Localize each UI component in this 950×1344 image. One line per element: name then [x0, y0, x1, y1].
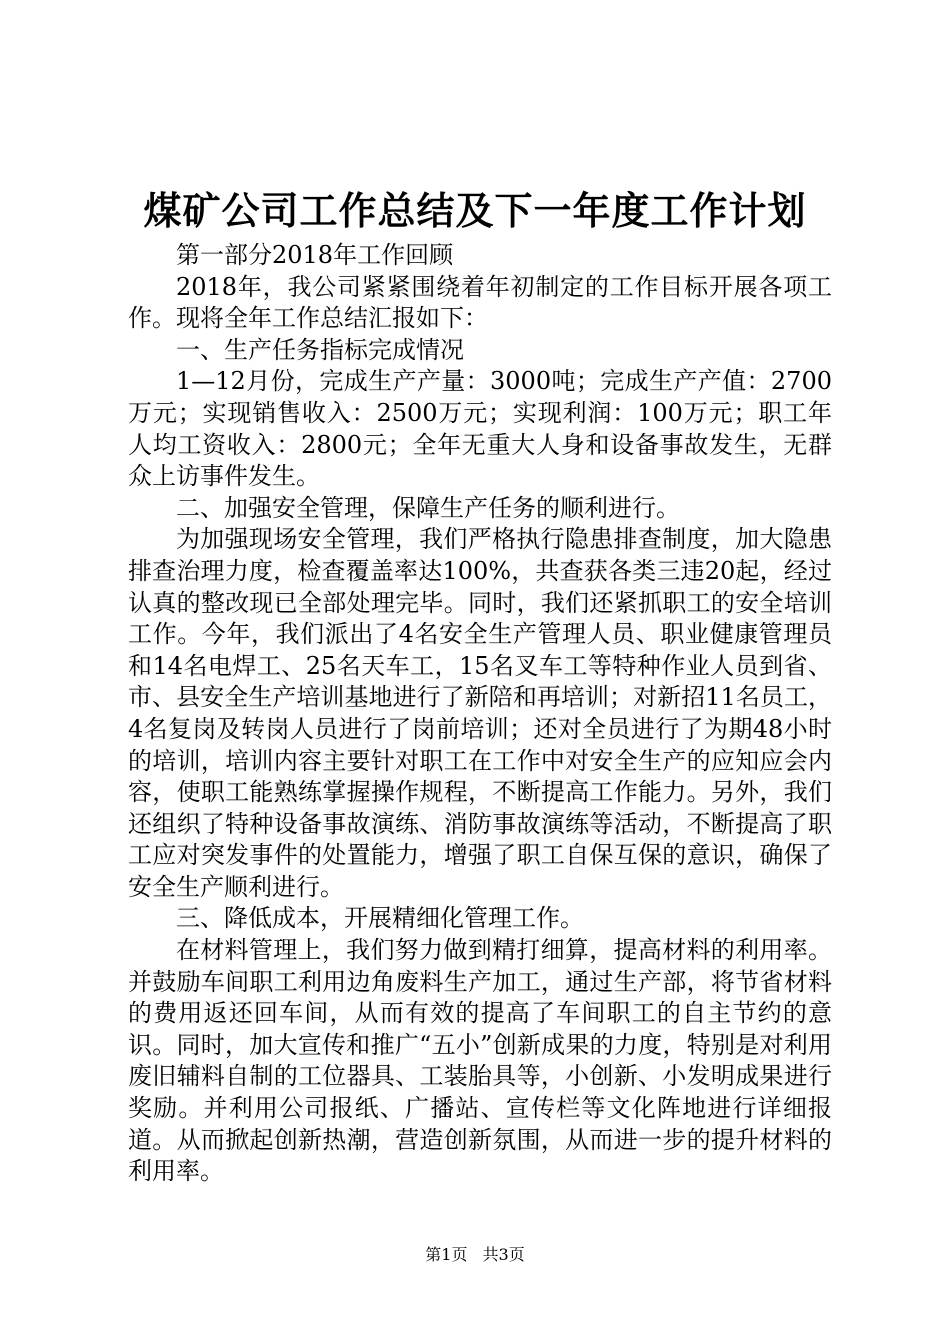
section-heading: 第一部分2018年工作回顾: [176, 241, 454, 269]
section-heading: 一、生产任务指标完成情况: [176, 335, 464, 364]
paragraph: 1—12月份，完成生产产量：3000吨；完成生产产值：2700万元；实现销售收入：2500万元；实现利润：100万元；职工年人均工资收入：2800元；全年无重大人身和设备事故发生，无群众上访事件发生。: [128, 367, 832, 491]
document-body: [128, 240, 832, 1188]
page-title: 煤矿公司工作总结及下一年度工作计划: [143, 188, 807, 233]
section-heading: 三、降低成本，开展精细化管理工作。: [176, 904, 584, 933]
section-heading: 二、加强安全管理，保障生产任务的顺利进行。: [176, 493, 680, 522]
paragraph: 为加强现场安全管理，我们严格执行隐患排查制度，加大隐患排查治理力度，检查覆盖率达100%，共查获各类三违20起，经过认真的整改现已全部处理完毕。同时，我们还紧抓职工的安全培训工作。今年，我们派出了4名安全生产管理人员、职业健康管理员和14名电焊工、25名天车工，15名叉车工等特种作业人员到省、市、县安全生产培训基地进行了新陪和再培训；对新招11名员工，4名复岗及转岗人员进行了岗前培训；还对全员进行了为期48小时的培训，培训内容主要针对职工在工作中对安全生产的应知应会内容，使职工能熟练掌握操作规程，不断提高工作能力。另外，我们还组织了特种设备事故演练、消防事故演练等活动，不断提高了职工应对突发事件的处置能力，增强了职工自保互保的意识，确保了安全生产顺利进行。: [128, 525, 832, 901]
page-total: 共3页: [482, 1245, 525, 1264]
page-number: 第1页: [425, 1245, 468, 1264]
paragraph: 2018年，我公司紧紧围绕着年初制定的工作目标开展各项工作。现将全年工作总结汇报如下：: [128, 272, 832, 333]
page-footer: [0, 1244, 950, 1266]
paragraph: 在材料管理上，我们努力做到精打细算，提高材料的利用率。并鼓励车间职工利用边角废料生产加工，通过生产部，将节省材料的费用返还回车间，从而有效的提高了车间职工的自主节约的意识。同时，加大宣传和推广“五小”创新成果的力度，特别是对利用废旧辅料自制的工位器具、工装胎具等，小创新、小发明成果进行奖励。并利用公司报纸、广播站、宣传栏等文化阵地进行详细报道。从而掀起创新热潮，营造创新氛围，从而进一步的提升材料的利用率。: [128, 936, 832, 1186]
